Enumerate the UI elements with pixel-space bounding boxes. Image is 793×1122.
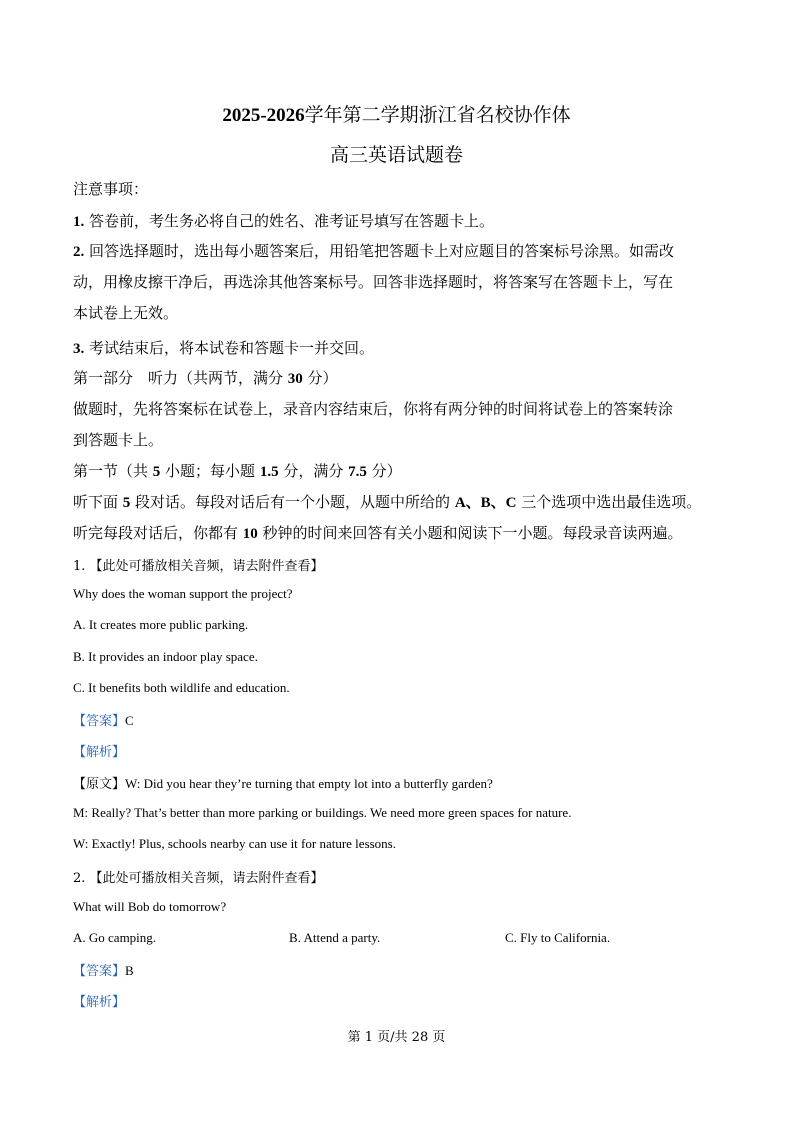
notice-item-1: 1. 答卷前，考生务必将自己的姓名、准考证号填写在答题卡上。 (73, 212, 495, 230)
q1-option-c: C. It benefits both wildlife and education. (73, 680, 290, 695)
notice-heading: 注意事项： (73, 180, 149, 198)
q2-answer: 【答案】B (73, 963, 134, 979)
exam-title: 2025-2026学年第二学期浙江省名校协作体 (222, 104, 571, 126)
q1-option-a: A. It creates more public parking. (73, 617, 249, 632)
notice-item-3: 3. 考试结束后，将本试卷和答题卡一并交回。 (73, 339, 375, 357)
answer-label: 【答案】 (73, 714, 126, 729)
q2-option-c: C. Fly to California. (505, 930, 611, 945)
q1-transcript-line-2: M: Really? That’s better than more parking or buildings. We need more green spaces for nature. (73, 805, 572, 820)
q2-audio-placeholder: 2. 【此处可播放相关音频，请去附件查看】 (73, 871, 324, 886)
section1-instruction-cont: 听完每段对话后，你都有 10 秒钟的时间来回答有关小题和阅读下一小题。每段录音读两遍。 (73, 524, 683, 542)
q1-transcript-line-1: 【原文】W: Did you hear they’re turning that empty lot into a butterfly garden? (73, 776, 493, 792)
page-footer: 第 1 页/共 28 页 (347, 1030, 446, 1045)
exam-subtitle: 高三英语试题卷 (329, 144, 463, 166)
q2-option-b: B. Attend a party. (289, 930, 381, 945)
part1-intro-cont: 到答题卡上。 (73, 431, 164, 449)
q1-option-b: B. It provides an indoor play space. (73, 649, 258, 664)
notice-item-2: 2. 回答选择题时，选出每小题答案后，用铅笔把答题卡上对应题目的答案标号涂黑。如需改 (73, 242, 675, 260)
part1-heading: 第一部分 听力（共两节，满分 30 分） (73, 369, 338, 387)
section1-heading: 第一节（共 5 小题；每小题 1.5 分，满分 7.5 分） (73, 462, 402, 480)
q1-audio-placeholder: 1. 【此处可播放相关音频，请去附件查看】 (73, 559, 324, 574)
notice-item-2-end: 本试卷上无效。 (73, 304, 179, 322)
q2-analysis-label: 【解析】 (73, 995, 126, 1010)
answer-label: 【答案】 (73, 964, 126, 979)
section1-instruction: 听下面 5 段对话。每段对话后有一个小题，从题中所给的 A、B、C 三个选项中选出最佳选项。 (73, 493, 702, 511)
notice-item-2-cont: 动，用橡皮擦干净后，再选涂其他答案标号。回答非选择题时，将答案写在答题卡上，写在 (73, 273, 674, 291)
q2-question: What will Bob do tomorrow? (73, 899, 227, 914)
q1-transcript-line-3: W: Exactly! Plus, schools nearby can use it for nature lessons. (73, 836, 396, 851)
q1-question: Why does the woman support the project? (73, 586, 293, 601)
q1-answer: 【答案】C (73, 713, 134, 729)
part1-intro: 做题时，先将答案标在试卷上，录音内容结束后，你将有两分钟的时间将试卷上的答案转涂 (73, 400, 674, 418)
q2-option-a: A. Go camping. (73, 930, 157, 945)
q1-analysis-label: 【解析】 (73, 745, 126, 760)
